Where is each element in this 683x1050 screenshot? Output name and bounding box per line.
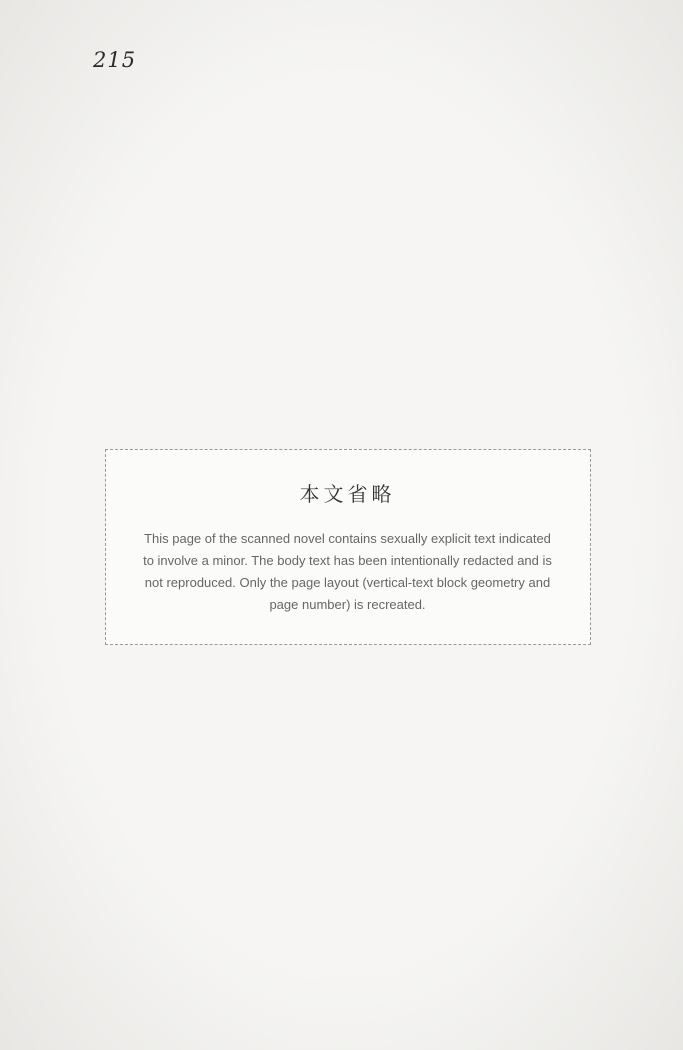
page-number: 215 — [93, 48, 137, 72]
redaction-note: This page of the scanned novel contains sexually explicit text indicated to involve a minor. The body text has been intentionally redacted and is not reproduced. Only the page layout (vertical-text block geometry and page number) is recreated. — [143, 531, 552, 613]
redaction-title: 本文省略 — [299, 481, 396, 506]
vertical-text-area — [55, 108, 640, 986]
redaction-notice — [105, 449, 591, 646]
